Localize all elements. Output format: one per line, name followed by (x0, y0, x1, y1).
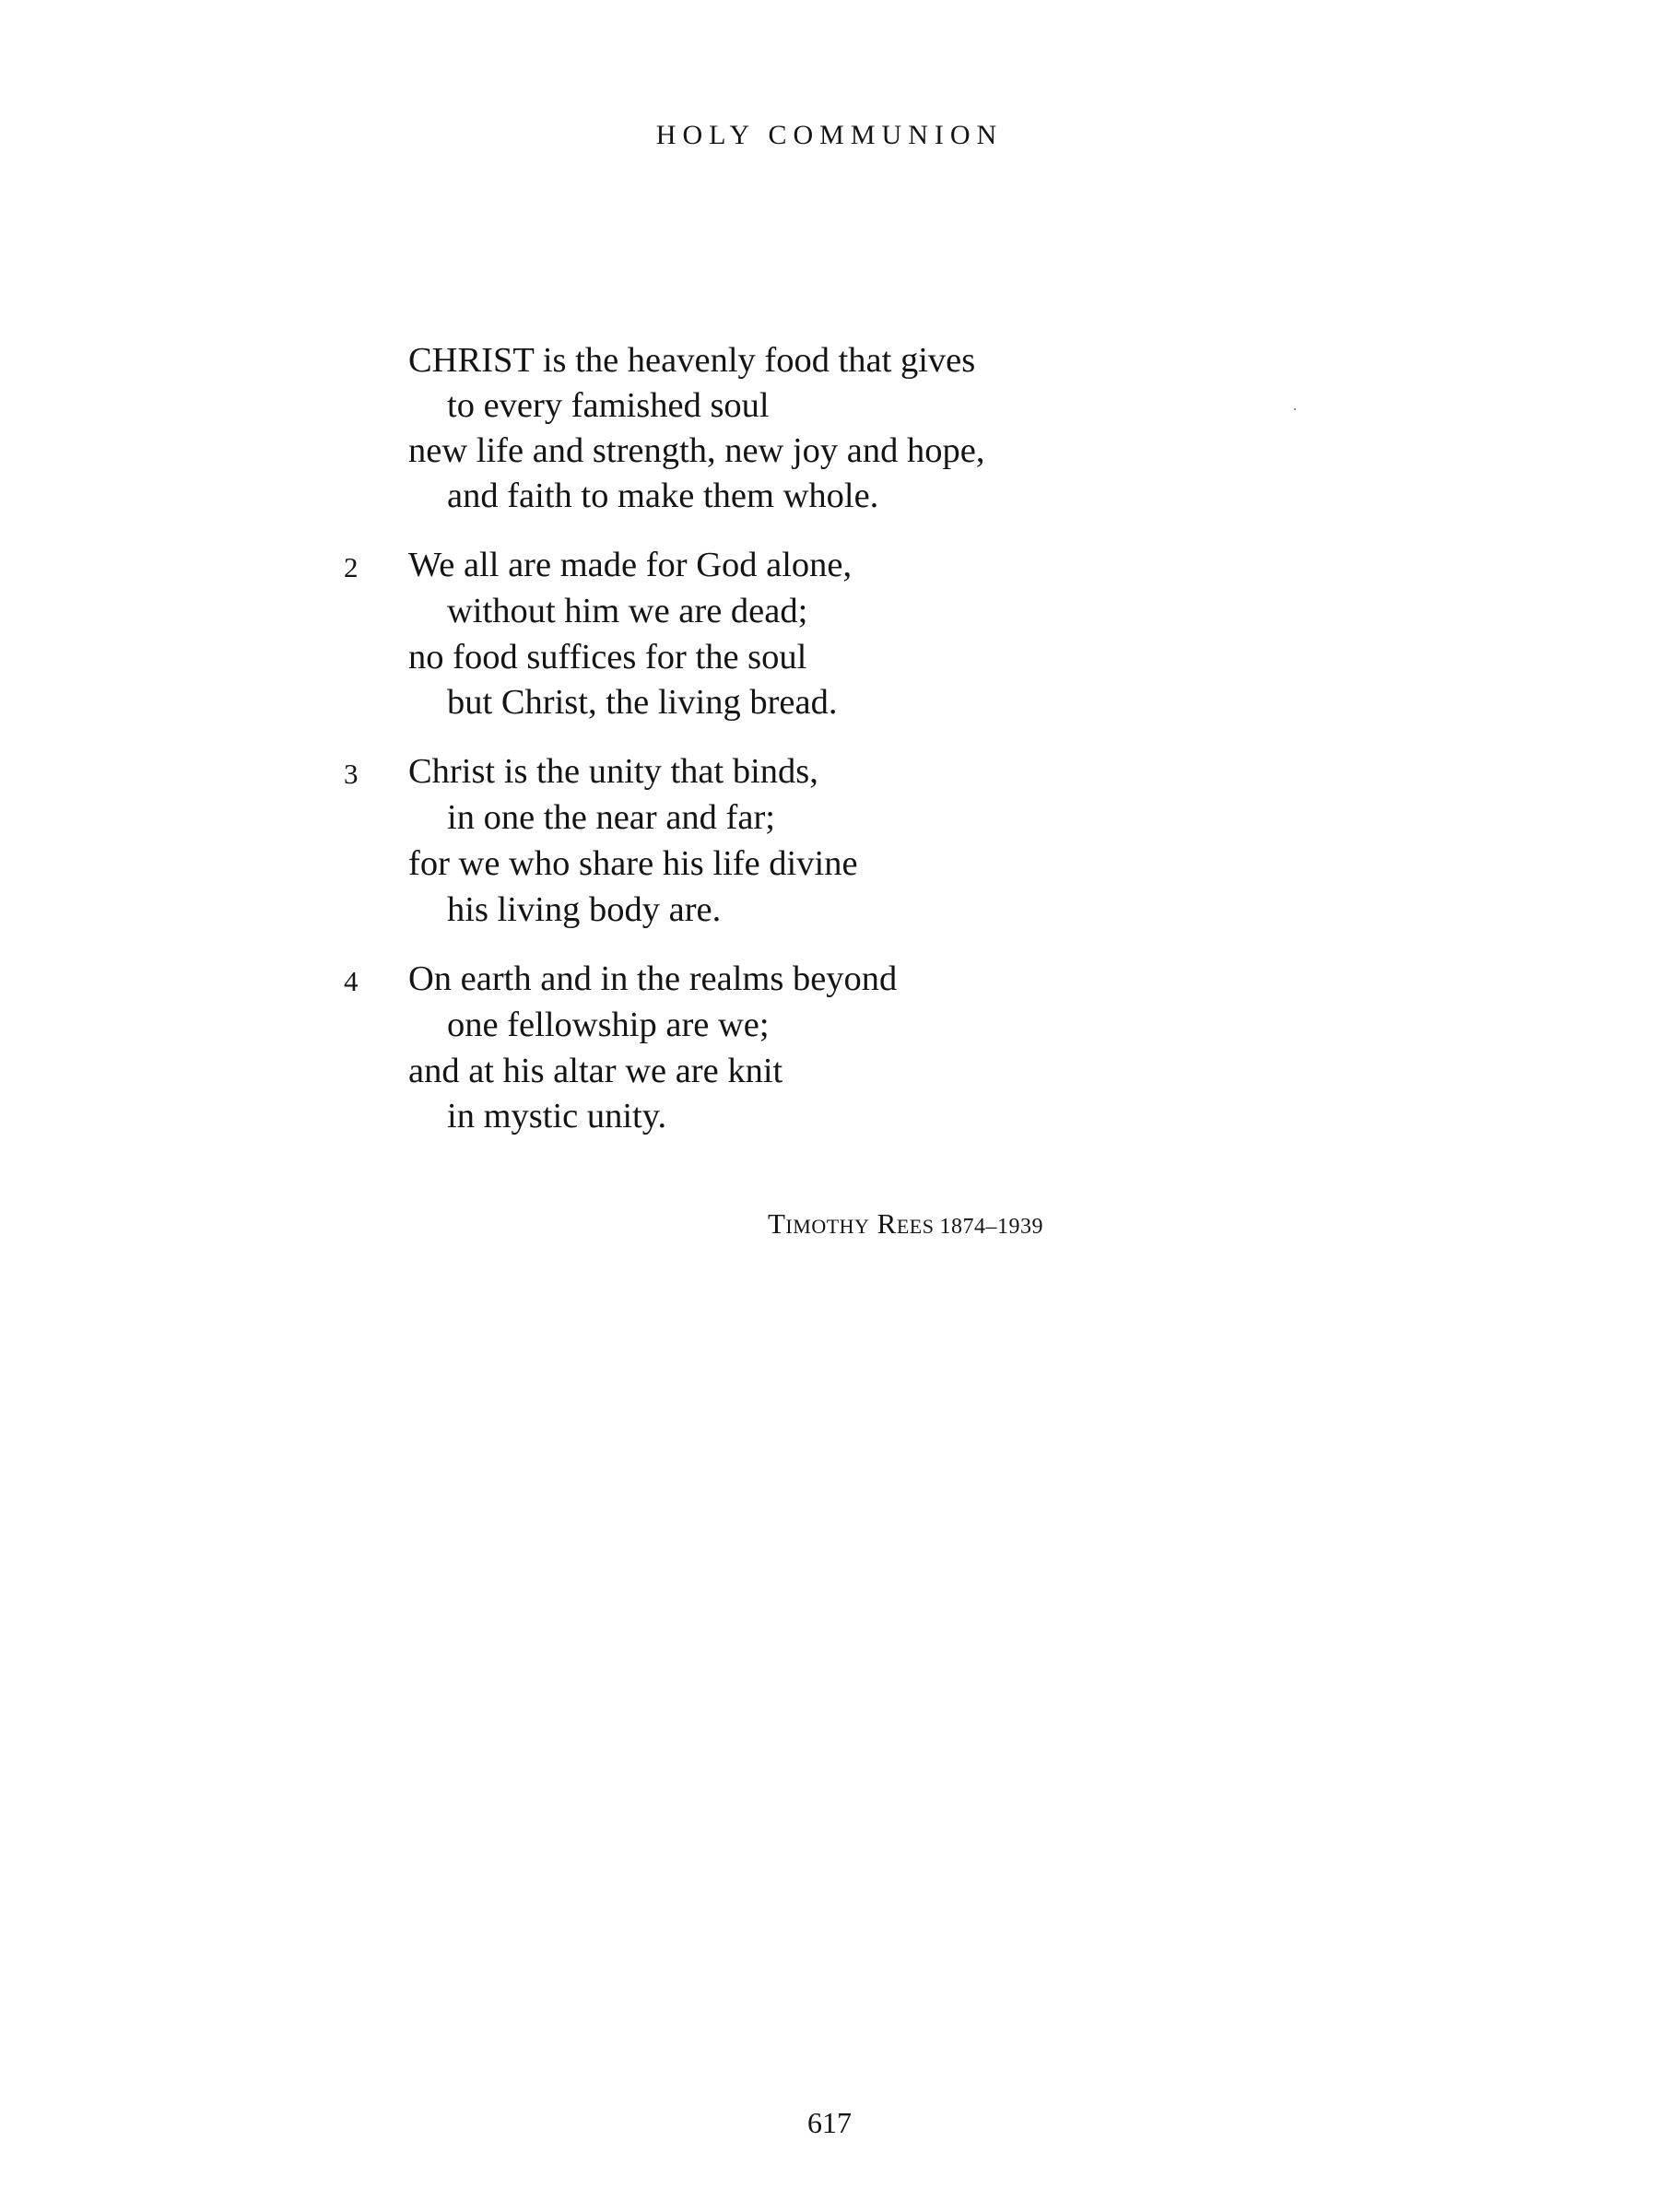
page-number: 617 (807, 2106, 852, 2139)
verse-2-number: 2 (344, 551, 359, 583)
verse-3-line-1: Christ is the unity that binds, (408, 752, 818, 791)
verse-4-line-1: On earth and in the realms beyond (408, 959, 898, 998)
verse-1-line-3: new life and strength, new joy and hope, (408, 431, 985, 470)
verse-1-line-1: CHRIST is the heavenly food that gives (408, 341, 976, 380)
print-speck (1294, 408, 1296, 410)
verse-4-number: 4 (344, 965, 359, 997)
verse-2-line-2: without him we are dead; (447, 592, 808, 630)
verse-2-line-4: but Christ, the living bread. (447, 683, 838, 722)
verse-2-line-1: We all are made for God alone, (408, 546, 853, 584)
verse-3-line-2: in one the near and far; (447, 798, 775, 837)
verse-2-line-3: no food suffices for the soul (408, 638, 807, 677)
verse-3-line-3: for we who share his life divine (408, 844, 858, 883)
verse-4-line-3: and at his altar we are knit (408, 1052, 783, 1090)
running-head: HOLY COMMUNION (655, 120, 1004, 150)
verse-1-line-4: and faith to make them whole. (447, 477, 879, 515)
author-attribution (768, 1209, 1043, 1238)
author-name: Timothy Rees (768, 1207, 935, 1240)
verse-3-line-4: his living body are. (447, 890, 722, 929)
verse-1-line-2: to every famished soul (447, 386, 770, 425)
verse-4-line-2: one fellowship are we; (447, 1006, 770, 1044)
verse-4-line-4: in mystic unity. (447, 1097, 667, 1135)
author-dates: 1874–1939 (939, 1215, 1043, 1239)
verse-3-number: 3 (344, 758, 359, 790)
